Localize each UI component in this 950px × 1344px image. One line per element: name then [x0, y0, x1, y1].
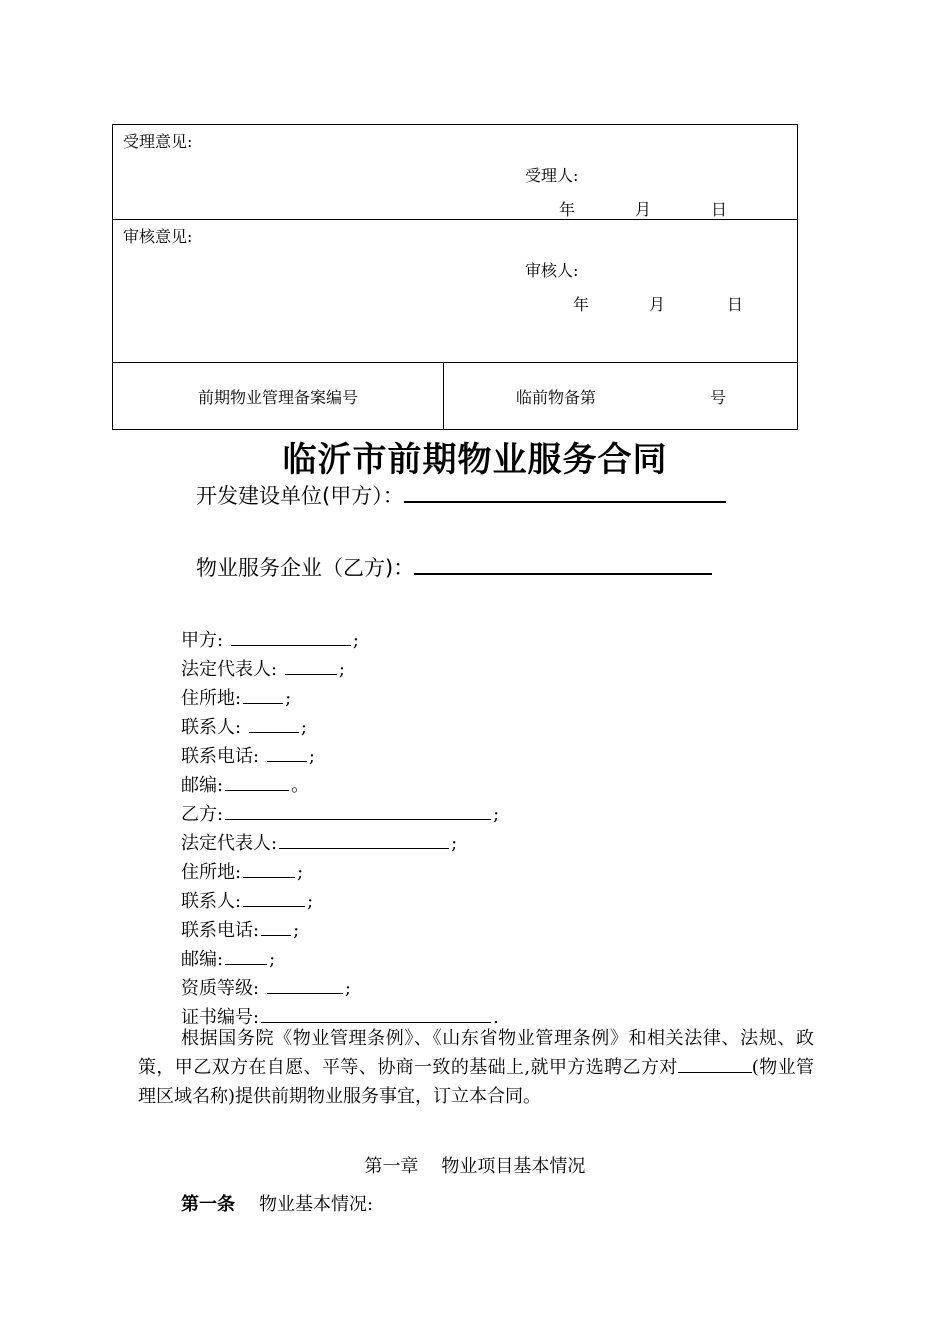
- article-1: [181, 1190, 373, 1216]
- party-b-name: [181, 800, 499, 829]
- punct: ;: [338, 659, 345, 680]
- audit-opinion-label: 审核意见:: [123, 227, 193, 246]
- punct: ;: [293, 920, 300, 941]
- developer-blank: [404, 483, 726, 503]
- party-info-list: [181, 626, 499, 1032]
- punct: ;: [493, 804, 500, 825]
- intro-paragraph: [138, 1024, 814, 1111]
- service-company-blank: [414, 555, 712, 575]
- party-b-representative-label: 法定代表人:: [181, 833, 278, 854]
- party-a-address-blank: [243, 685, 283, 704]
- punct: ;: [269, 949, 276, 970]
- developer-line: [196, 480, 726, 510]
- party-b-phone: [181, 916, 499, 945]
- acceptance-section: [113, 125, 797, 220]
- party-a-name-blank: [231, 627, 351, 646]
- party-a-representative-label: 法定代表人:: [181, 659, 278, 680]
- acceptance-person-label: 受理人:: [525, 166, 579, 185]
- party-a-phone-label: 联系电话:: [181, 746, 260, 767]
- developer-label: 开发建设单位(甲方）：: [196, 484, 404, 508]
- party-b-representative: [181, 829, 499, 858]
- party-b-postcode: [181, 945, 499, 974]
- party-b-certificate-blank: [261, 1004, 491, 1023]
- acceptance-date-day: 日: [711, 200, 728, 219]
- party-a-contact-label: 联系人:: [181, 717, 242, 738]
- party-a-postcode-label: 邮编:: [181, 775, 224, 796]
- party-a-name-label: 甲方:: [181, 630, 224, 651]
- article-1-number: 第一条: [181, 1194, 235, 1215]
- acceptance-date-year: 年: [559, 200, 576, 219]
- party-a-representative: [181, 655, 499, 684]
- article-1-text: 物业基本情况:: [259, 1194, 374, 1215]
- party-b-postcode-blank: [225, 946, 267, 965]
- party-b-address-blank: [243, 859, 295, 878]
- record-number-value-cell: [444, 363, 797, 429]
- party-a-contact: [181, 713, 499, 742]
- punct: 。: [291, 775, 310, 796]
- intro-text-part2: (物业管理区域名称)提供前期物业服务事宜，订立本合同。: [138, 1057, 814, 1107]
- party-a-postcode-blank: [225, 772, 289, 791]
- service-company-label: 物业服务企业（乙方)：: [196, 556, 415, 580]
- party-b-contact-blank: [243, 888, 305, 907]
- audit-date-month: 月: [649, 295, 666, 314]
- party-b-postcode-label: 邮编:: [181, 949, 224, 970]
- party-b-address: [181, 858, 499, 887]
- punct: ;: [307, 891, 314, 912]
- punct: .: [493, 1007, 499, 1028]
- party-a-contact-blank: [249, 714, 299, 733]
- party-b-qualification: [181, 974, 499, 1003]
- punct: ;: [285, 688, 292, 709]
- party-b-certificate-label: 证书编号:: [181, 1007, 260, 1028]
- audit-section: [113, 220, 797, 363]
- contract-title: 临沂市前期物业服务合同: [282, 440, 668, 480]
- audit-date-day: 日: [727, 295, 744, 314]
- acceptance-date-month: 月: [635, 200, 652, 219]
- chapter-1-title: 第一章 物业项目基本情况: [364, 1156, 586, 1177]
- party-b-name-blank: [225, 801, 491, 820]
- review-table: [112, 124, 798, 430]
- punct: ;: [297, 862, 304, 883]
- punct: ;: [344, 978, 351, 999]
- party-b-qualification-label: 资质等级:: [181, 978, 260, 999]
- punct: ;: [308, 746, 315, 767]
- party-a-representative-blank: [285, 656, 337, 675]
- punct: ;: [352, 630, 359, 651]
- record-number-suffix: 号: [710, 388, 727, 407]
- audit-date-year: 年: [573, 295, 590, 314]
- party-b-contact: [181, 887, 499, 916]
- acceptance-opinion-label: 受理意见:: [123, 132, 193, 151]
- audit-person-label: 审核人:: [525, 261, 579, 280]
- service-company-line: [196, 552, 712, 582]
- record-number-prefix: 临前物备第: [516, 388, 597, 407]
- party-a-postcode: [181, 771, 499, 800]
- party-a-phone-blank: [267, 743, 307, 762]
- party-b-phone-blank: [261, 917, 291, 936]
- punct: ;: [300, 717, 307, 738]
- record-number-label-cell: [113, 363, 444, 429]
- party-a-address: [181, 684, 499, 713]
- party-b-qualification-blank: [267, 975, 343, 994]
- intro-text: [138, 1024, 814, 1111]
- record-number-label: 前期物业管理备案编号: [197, 387, 358, 407]
- punct: ;: [451, 833, 458, 854]
- party-b-representative-blank: [279, 830, 449, 849]
- party-a-name: [181, 626, 499, 655]
- record-number-row: [113, 363, 797, 429]
- party-a-phone: [181, 742, 499, 771]
- party-b-address-label: 住所地:: [181, 862, 242, 883]
- party-b-contact-label: 联系人:: [181, 891, 242, 912]
- party-b-name-label: 乙方:: [181, 804, 224, 825]
- management-area-blank: [678, 1054, 752, 1073]
- intro-text-part1: 根据国务院《物业管理条例》、《山东省物业管理条例》和相关法律、法规、政策，甲乙双方在自愿、平等、协商一致的基础上,就甲方选聘乙方对: [138, 1028, 814, 1078]
- party-a-address-label: 住所地:: [181, 688, 242, 709]
- party-b-phone-label: 联系电话:: [181, 920, 260, 941]
